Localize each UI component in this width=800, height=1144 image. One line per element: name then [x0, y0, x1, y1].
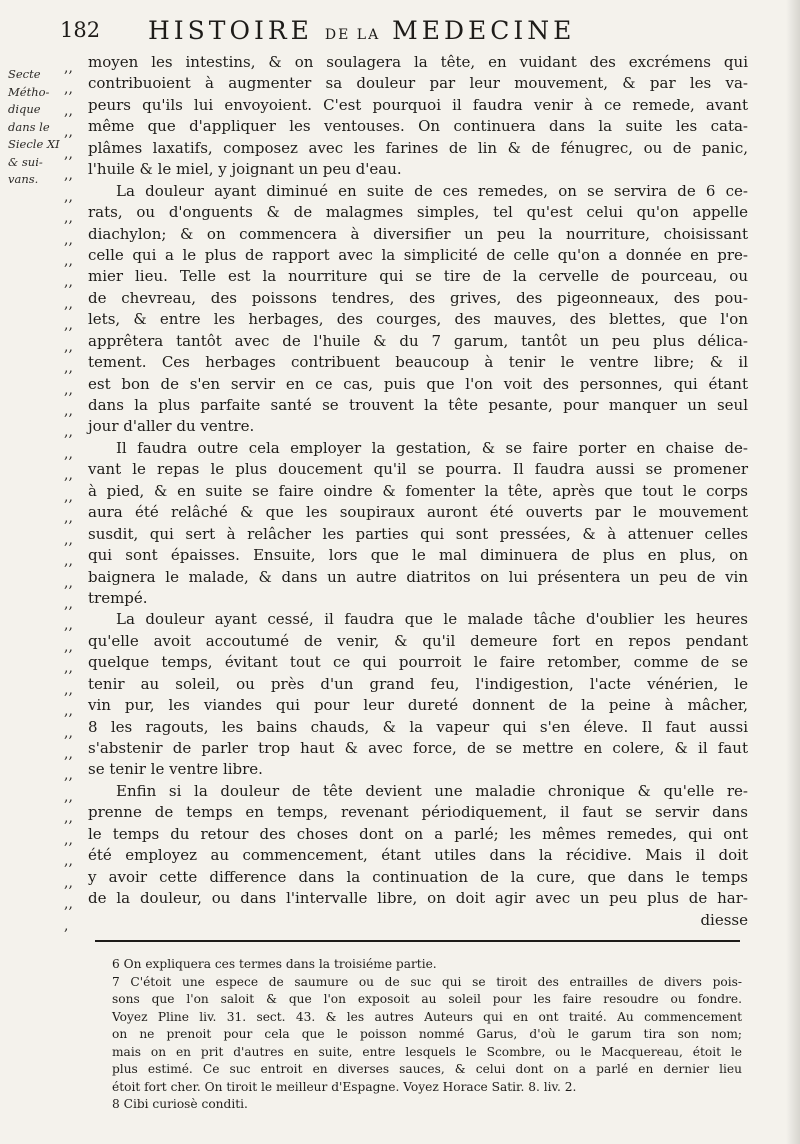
- running-title-small: DE LA: [324, 27, 381, 43]
- quote-mark: ,,: [64, 445, 73, 462]
- text-line: lets, & entre les herbages, des courges, des mauves, des blettes, que l'on: [88, 310, 748, 329]
- text-line: quelque temps, évitant tout ce qui pourroit le faire retomber, comme de se: [88, 653, 748, 672]
- text-line: prenne de temps en temps, revenant périodiquement, il faut se servir dans: [88, 803, 748, 822]
- margin-sidenote: [8, 66, 60, 189]
- quote-mark: ,,: [64, 553, 73, 570]
- text-line: qu'elle avoit accoutumé de venir, & qu'il demeure fort en repos pendant: [88, 631, 748, 650]
- quote-mark: ,,: [64, 381, 73, 398]
- quotation-marks-column: [64, 58, 86, 937]
- quote-mark: ,,: [64, 638, 73, 655]
- text-line: de la douleur, ou dans l'intervalle libre, on doit agir avec un peu plus de har-: [88, 889, 748, 908]
- text-line: aura été relâché & que les soupiraux auront été ouverts par le mouvement: [88, 503, 748, 522]
- running-header: [60, 18, 780, 54]
- quote-mark: ,,: [64, 896, 73, 913]
- quote-mark: ,,: [64, 145, 73, 162]
- text-line: été employez au commencement, étant utiles dans la récidive. Mais il doit: [88, 846, 748, 865]
- text-line: La douleur ayant diminué en suite de ces remedes, on se servira de 6 ce-: [116, 181, 748, 200]
- text-line: se tenir le ventre libre.: [88, 760, 263, 779]
- text-line: apprêtera tantôt avec de l'huile & du 7 garum, tantôt un peu plus délica-: [88, 331, 748, 350]
- text-line: 8 les ragouts, les bains chauds, & la vapeur qui s'en éleve. Il faut aussi: [88, 717, 748, 736]
- quote-mark: ,,: [64, 595, 73, 612]
- quote-mark: ,,: [64, 424, 73, 441]
- sidenote-line: dans le: [8, 119, 50, 134]
- text-line: le temps du retour des choses dont on a parlé; les mêmes remedes, qui ont: [88, 824, 748, 843]
- text-line: celle qui a le plus de rapport avec la simplicité de celle qu'on a donnée en pre-: [88, 245, 748, 264]
- page-number: 182: [60, 18, 101, 42]
- quote-mark: ,,: [64, 60, 73, 76]
- sidenote-line: & sui-: [8, 154, 43, 169]
- text-line: susdit, qui sert à relâcher les parties qui sont pressées, & à attenuer celles: [88, 524, 748, 543]
- text-line: s'abstenir de parler trop haut & avec force, de se mettre en colere, & il faut: [88, 739, 748, 757]
- quote-mark: ,,: [64, 252, 73, 269]
- quote-mark: ,,: [64, 124, 73, 141]
- quote-mark: ,,: [64, 831, 73, 848]
- running-title: [148, 16, 575, 45]
- text-line: moyen les intestins, & on soulagera la tête, en vuidant des excrémens qui: [88, 53, 748, 71]
- quote-mark: ,,: [64, 681, 73, 698]
- quote-mark: ,,: [64, 295, 73, 312]
- text-line: de chevreau, des poissons tendres, des grives, des pigeonneaux, des pou-: [88, 288, 748, 307]
- text-line: vin pur, les viandes qui pour leur dureté donnent de la peine à mâcher,: [88, 696, 748, 715]
- text-line: même que d'appliquer les ventouses. On continuera dans la suite les cata-: [88, 117, 748, 136]
- quote-mark: ,,: [64, 188, 73, 205]
- quote-mark: ,,: [64, 617, 73, 634]
- quote-mark: ,,: [64, 660, 73, 677]
- text-line: tenir au soleil, ou près d'un grand feu, l'indigestion, l'acte vénérien, le: [88, 674, 748, 693]
- text-line: diachylon; & on commencera à diversifier un peu la nourriture, choisissant: [88, 224, 748, 243]
- quote-mark: ,,: [64, 467, 73, 484]
- sidenote-line: dique: [8, 102, 41, 116]
- quote-mark: ,,: [64, 338, 73, 355]
- quote-mark: ,,: [64, 767, 73, 784]
- sidenote-line: vans.: [8, 172, 39, 186]
- quote-mark: ,,: [64, 510, 73, 527]
- text-line: y avoir cette difference dans la continuation de la cure, que dans le temps: [88, 867, 748, 886]
- text-line: baignera le malade, & dans un autre diatritos on lui présentera un peu de vin: [88, 567, 748, 586]
- text-line: est bon de s'en servir en ce cas, puis que l'on voit des personnes, qui étant: [88, 374, 748, 393]
- quote-mark: ,,: [64, 574, 73, 591]
- footnote-line: 6 On expliquera ces termes dans la troisiéme partie.: [112, 957, 437, 971]
- text-line: qui sont épaisses. Ensuite, lors que le mal diminuera de plus en plus, on: [88, 546, 748, 565]
- main-text: [88, 52, 748, 931]
- quote-mark: ,,: [64, 531, 73, 548]
- text-line: jour d'aller du ventre.: [88, 417, 255, 436]
- running-title-part2: MEDECINE: [392, 16, 576, 45]
- text-line: plâmes laxatifs, composez avec les farines de lin & de fénugrec, ou de panic,: [88, 138, 748, 157]
- quote-mark: ,,: [64, 360, 73, 377]
- quote-mark: ,,: [64, 488, 73, 505]
- text-line: à pied, & en suite se faire oindre & fomenter la tête, après que tout le corps: [88, 481, 748, 500]
- footnote-line: 8 Cibi curiosè conditi.: [112, 1097, 248, 1111]
- quote-mark: ,: [64, 917, 69, 934]
- text-line: diesse: [700, 910, 748, 929]
- quote-mark: ,,: [64, 810, 73, 827]
- quote-mark: ,,: [64, 746, 73, 762]
- sidenote-line: Siecle XI: [8, 137, 60, 151]
- text-line: La douleur ayant cessé, il faudra que le malade tâche d'oublier les heures: [116, 610, 748, 629]
- running-title-part1: HISTOIRE: [148, 16, 313, 45]
- text-line: trempé.: [88, 588, 148, 607]
- text-line: l'huile & le miel, y joignant un peu d'eau.: [88, 160, 402, 179]
- footnote-line: plus estimé. Ce suc entroit en diverses sauces, & celui dont on a parlé en dernier lieu: [112, 1062, 742, 1076]
- text-line: tement. Ces herbages contribuent beaucoup à tenir le ventre libre; & il: [88, 353, 748, 372]
- footnote-line: étoit fort cher. On tiroit le meilleur d'Espagne. Voyez Horace Satir. 8. liv. 2.: [112, 1079, 577, 1094]
- quote-mark: ,,: [64, 874, 73, 891]
- quote-mark: ,,: [64, 788, 73, 805]
- quote-mark: ,,: [64, 231, 73, 248]
- footnote-line: 7 C'étoit une espece de saumure ou de suc qui se tiroit des entrailles de divers pois-: [112, 974, 742, 989]
- text-line: vant le repas le plus doucement qu'il se pourra. Il faudra aussi se promener: [88, 460, 748, 479]
- quote-mark: ,,: [64, 274, 73, 291]
- quote-mark: ,,: [64, 724, 73, 741]
- text-line: contribuoient à augmenter sa douleur par leur mouvement, & par les va-: [88, 74, 748, 93]
- text-line: Il faudra outre cela employer la gestation, & se faire porter en chaise de-: [116, 438, 748, 457]
- quote-mark: ,,: [64, 81, 73, 98]
- footnote-line: mais on en prit d'autres en suite, entre lesquels le Scombre, ou le Macquereau, étoit le: [112, 1044, 742, 1059]
- quote-mark: ,,: [64, 317, 73, 334]
- text-line: mier lieu. Telle est la nourriture qui se tire de la cervelle de pourceau, ou: [88, 267, 748, 286]
- quote-mark: ,,: [64, 853, 73, 870]
- footnote-line: sons que l'on saloit & que l'on exposoit au soleil pour les faire resoudre ou fondre.: [112, 992, 742, 1006]
- quote-mark: ,,: [64, 210, 73, 227]
- page-edge-shadow: [786, 0, 800, 1144]
- quote-mark: ,,: [64, 703, 73, 720]
- footnote-line: on ne prenoit pour cela que le poisson nommé Garus, d'où le garum tira son nom;: [112, 1027, 742, 1041]
- quote-mark: ,,: [64, 167, 73, 184]
- footnotes: [112, 956, 742, 1114]
- text-line: dans la plus parfaite santé se trouvent la tête pesante, pour manquer un seul: [88, 396, 748, 414]
- footnote-line: Voyez Pline liv. 31. sect. 43. & les autres Auteurs qui en ont traité. Au commencement: [112, 1009, 742, 1024]
- text-line: peurs qu'ils lui envoyoient. C'est pourquoi il faudra venir à ce remede, avant: [88, 95, 748, 114]
- sidenote-line: Secte: [8, 67, 41, 81]
- sidenote-line: Métho-: [8, 84, 50, 99]
- text-line: rats, ou d'onguents & de malagmes simples, tel qu'est celui qu'on appelle: [88, 203, 748, 222]
- text-line: Enfin si la douleur de tête devient une maladie chronique & qu'elle re-: [116, 781, 748, 800]
- quote-mark: ,,: [64, 403, 73, 419]
- quote-mark: ,,: [64, 102, 73, 119]
- footnote-rule: [95, 940, 740, 942]
